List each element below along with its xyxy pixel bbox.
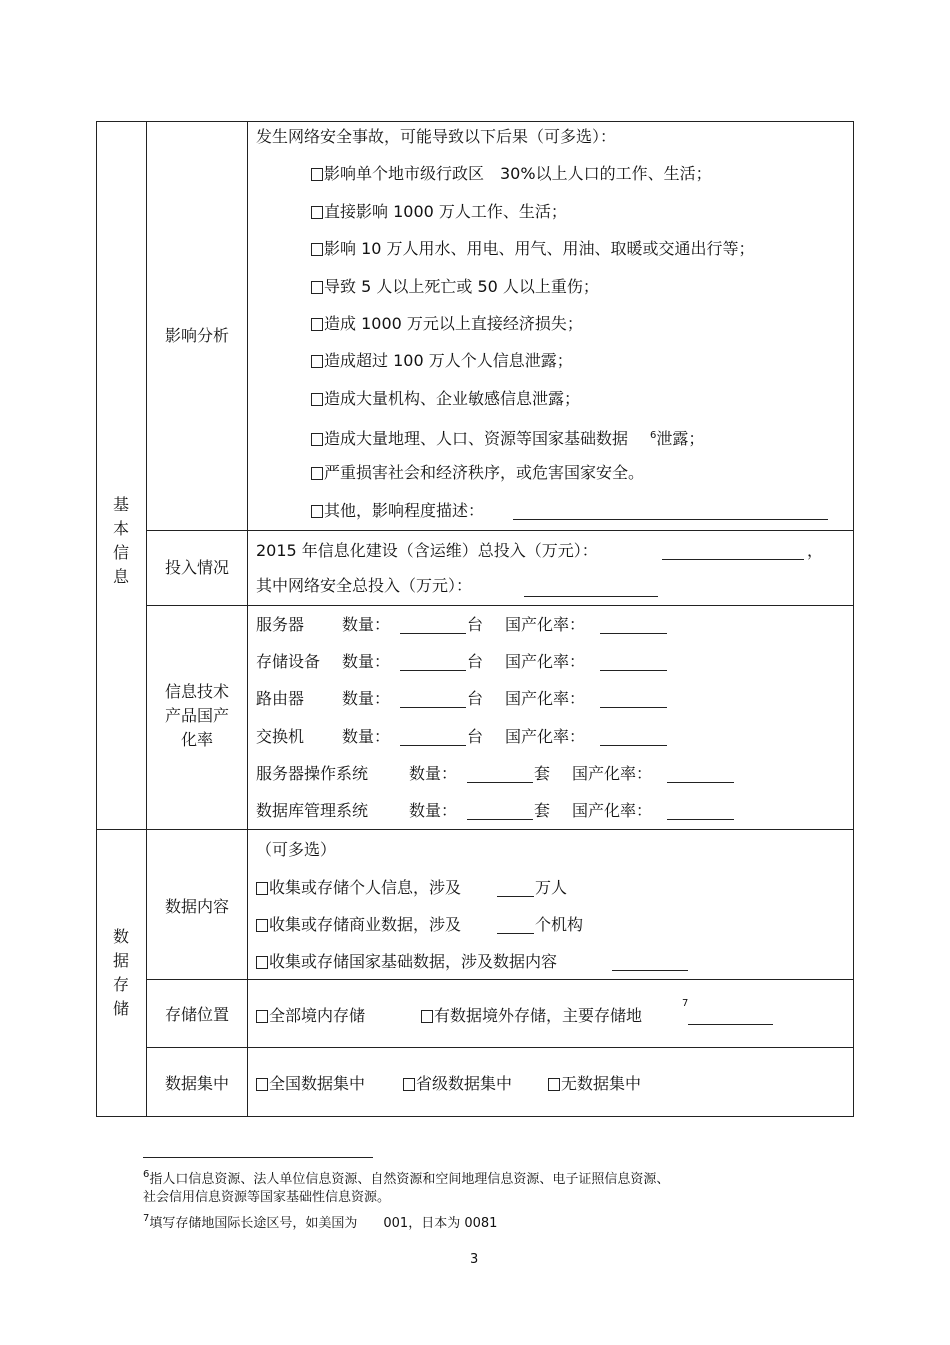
section-char: 储 (112, 999, 129, 1018)
it-row-name: 服务器操作系统 (256, 764, 369, 783)
impact-option[interactable]: 严重损害社会和经济秩序，或危害国家安全。 (311, 463, 644, 483)
it-qty-label: 数量： (342, 689, 391, 708)
checkbox[interactable] (311, 393, 323, 406)
row-label-data-concentration: 数据集中 (164, 1074, 229, 1093)
impact-option[interactable]: 造成 1000 万元以上直接经济损失； (311, 314, 583, 334)
impact-option[interactable]: 造成超过 100 万人个人信息泄露； (311, 351, 573, 371)
data-content-option[interactable]: 收集或存储国家基础数据，涉及数据内容 (256, 952, 557, 972)
impact-option[interactable]: 造成大量机构、企业敏感信息泄露； (311, 389, 580, 409)
row-divider (146, 1047, 854, 1048)
it-row-name: 数据库管理系统 (256, 801, 369, 820)
section-divider (96, 829, 854, 830)
it-qty-input[interactable] (400, 707, 466, 708)
row-divider (146, 979, 854, 980)
label-line: 化率 (180, 730, 213, 749)
it-qty-input[interactable] (400, 633, 466, 634)
col-divider-1 (146, 121, 147, 1117)
concentration-option-national[interactable]: 全国数据集中 (256, 1074, 365, 1094)
it-unit: 套 (534, 801, 551, 820)
row-divider (146, 530, 854, 531)
invest-total-input[interactable] (662, 559, 804, 560)
it-qty-label: 数量： (409, 801, 458, 820)
it-rate-label: 国产化率： (505, 727, 586, 746)
impact-option[interactable]: 影响 10 万人用水、用电、用气、用油、取暖或交通出行等； (311, 239, 755, 259)
overseas-location-input[interactable] (688, 1024, 773, 1025)
it-qty-input[interactable] (400, 670, 466, 671)
it-qty-input[interactable] (467, 782, 533, 783)
checkbox[interactable] (256, 919, 268, 932)
it-row-name: 路由器 (256, 689, 305, 708)
it-rate-input[interactable] (600, 745, 667, 746)
storage-option-domestic[interactable]: 全部境内存储 (256, 1006, 365, 1026)
row-label-investment: 投入情况 (164, 558, 229, 577)
footnote-7: $^7$填写存储地国际长途区号，如美国为 001，日本为 0081 (143, 1213, 498, 1231)
it-unit: 台 (467, 652, 484, 671)
checkbox[interactable] (256, 1078, 268, 1091)
table-border-top (96, 121, 854, 122)
impact-option-other[interactable]: 其他，影响程度描述： (311, 501, 484, 521)
it-unit: 台 (467, 689, 484, 708)
table-border-bottom (96, 1116, 854, 1117)
impact-other-input[interactable] (513, 519, 828, 520)
row-label-storage-location: 存储位置 (164, 1005, 229, 1024)
it-rate-input[interactable] (667, 782, 734, 783)
it-rate-label: 国产化率： (505, 652, 586, 671)
footnote-6-continued: 社会信用信息资源等国家基础性信息资源。 (143, 1190, 391, 1205)
section-char: 数 (112, 927, 129, 946)
footnote-ref-7: 7 (682, 998, 689, 1009)
checkbox[interactable] (256, 956, 268, 969)
it-rate-input[interactable] (600, 633, 667, 634)
unit-label: 个机构 (535, 915, 584, 934)
table-border-right (853, 121, 854, 1117)
unit-label: 万人 (535, 878, 568, 897)
invest-security-line: 其中网络安全总投入（万元）： (256, 576, 473, 595)
section-label-data-storage (97, 925, 145, 1021)
concentration-option-provincial[interactable]: 省级数据集中 (403, 1074, 512, 1094)
checkbox[interactable] (311, 467, 323, 480)
impact-option[interactable]: 造成大量地理、人口、资源等国家基础数据 $^6$泄露； (311, 426, 704, 449)
storage-option-overseas[interactable]: 有数据境外存储，主要存储地 (421, 1006, 642, 1026)
it-row-name: 交换机 (256, 727, 305, 746)
it-rate-label: 国产化率： (572, 801, 653, 820)
it-rate-label: 国产化率： (572, 764, 653, 783)
it-rate-label: 国产化率： (505, 689, 586, 708)
checkbox[interactable] (311, 281, 323, 294)
it-rate-input[interactable] (667, 819, 734, 820)
impact-intro: 发生网络安全事故，可能导致以下后果（可多选）： (256, 127, 617, 146)
checkbox[interactable] (311, 168, 323, 181)
section-char: 基 (112, 495, 129, 514)
it-qty-label: 数量： (409, 764, 458, 783)
it-qty-label: 数量： (342, 652, 391, 671)
it-qty-input[interactable] (467, 819, 533, 820)
it-rate-label: 国产化率： (505, 615, 586, 634)
checkbox[interactable] (403, 1078, 415, 1091)
page-number: 3 (470, 1252, 479, 1267)
row-divider (146, 605, 854, 606)
row-label-data-content: 数据内容 (164, 897, 229, 916)
footnote-6: $^6$指人口信息资源、法人单位信息资源、自然资源和空间地理信息资源、电子证照信息资源、 (143, 1169, 670, 1187)
personal-info-count-input[interactable] (497, 896, 534, 897)
checkbox[interactable] (548, 1078, 560, 1091)
section-char: 信 (112, 543, 129, 562)
checkbox[interactable] (311, 318, 323, 331)
data-content-note: （可多选） (256, 840, 337, 859)
business-data-count-input[interactable] (497, 933, 534, 934)
checkbox[interactable] (311, 355, 323, 368)
it-qty-label: 数量： (342, 615, 391, 634)
checkbox[interactable] (311, 433, 323, 446)
section-label-basic-info (97, 493, 145, 589)
section-char: 存 (112, 975, 129, 994)
it-unit: 套 (534, 764, 551, 783)
section-char: 本 (112, 519, 129, 538)
it-unit: 台 (467, 615, 484, 634)
impact-option[interactable]: 影响单个地市级行政区 30%以上人口的工作、生活； (311, 164, 712, 184)
it-qty-input[interactable] (400, 745, 466, 746)
national-data-content-input[interactable] (612, 970, 688, 971)
label-line: 产品国产 (164, 706, 229, 725)
footnote-ref-6: 6 (650, 430, 657, 441)
row-label-it-rate (147, 680, 247, 752)
it-row-name: 存储设备 (256, 652, 321, 671)
it-qty-label: 数量： (342, 727, 391, 746)
section-char: 据 (112, 951, 129, 970)
checkbox[interactable] (311, 243, 323, 256)
concentration-option-none[interactable]: 无数据集中 (548, 1074, 641, 1094)
checkbox[interactable] (311, 505, 323, 518)
checkbox[interactable] (256, 1010, 268, 1023)
it-unit: 台 (467, 727, 484, 746)
checkbox[interactable] (421, 1010, 433, 1023)
col-divider-2 (247, 121, 248, 1117)
it-row-name: 服务器 (256, 615, 305, 634)
invest-line-end: ， (807, 541, 824, 560)
it-rate-input[interactable] (600, 707, 667, 708)
section-char: 息 (112, 567, 129, 586)
footnote-separator (143, 1157, 373, 1158)
data-content-option[interactable]: 收集或存储商业数据，涉及 (256, 915, 461, 935)
impact-option[interactable]: 导致 5 人以上死亡或 50 人以上重伤； (311, 277, 599, 297)
invest-total-line: 2015 年信息化建设（含运维）总投入（万元）： (256, 541, 598, 560)
label-line: 信息技术 (164, 682, 229, 701)
row-label-impact: 影响分析 (164, 326, 229, 345)
invest-security-input[interactable] (524, 596, 658, 597)
checkbox[interactable] (256, 882, 268, 895)
it-rate-input[interactable] (600, 670, 667, 671)
data-content-option[interactable]: 收集或存储个人信息，涉及 (256, 878, 461, 898)
impact-option[interactable]: 直接影响 1000 万人工作、生活； (311, 202, 567, 222)
checkbox[interactable] (311, 206, 323, 219)
